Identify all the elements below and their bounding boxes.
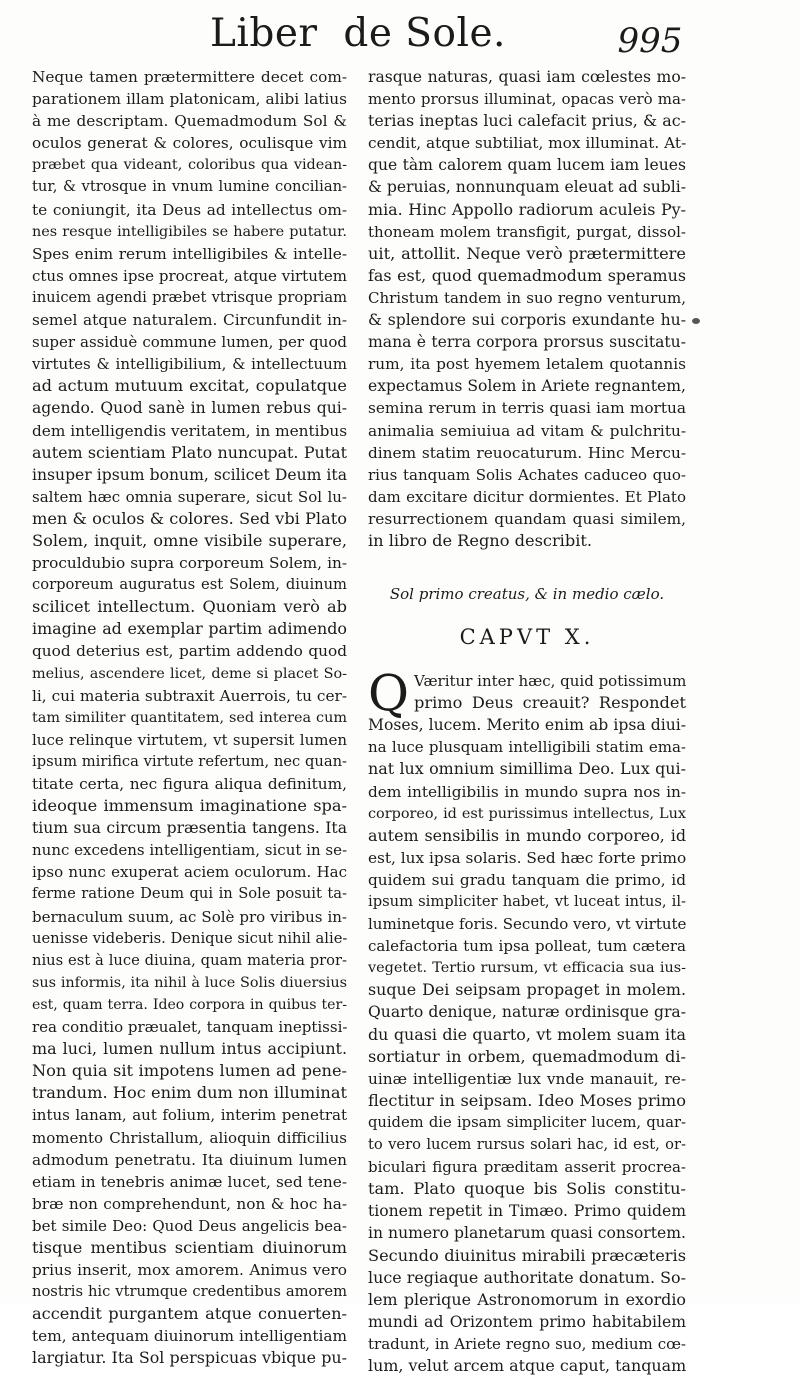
text-line: flectitur in seipsam. Ideo Moses primo bbox=[368, 1090, 686, 1110]
text-line: dinem statim reuocaturum. Hinc Mercu- bbox=[368, 443, 686, 462]
text-line: ad actum mutuum excitat, copulatque bbox=[32, 376, 347, 396]
text-line: in libro de Regno describit. bbox=[368, 530, 593, 550]
right-text-column bbox=[368, 66, 686, 1377]
text-line: mana è terra corpora prorsus suscitatu- bbox=[368, 333, 686, 352]
text-line: titate certa, nec figura aliqua definitum, bbox=[32, 775, 347, 793]
text-line: in numero planetarum quasi consortem. bbox=[368, 1224, 686, 1243]
text-line: imagine ad exemplar partim adimendo bbox=[32, 619, 347, 639]
text-line: rum, ita post hyemem letalem quotannis bbox=[368, 355, 686, 374]
text-line: nostris hic vtrumque credentibus amorem bbox=[32, 1283, 347, 1301]
text-line: & splendore sui corporis exundante hu- bbox=[368, 311, 686, 330]
text-line: saltem hæc omnia superare, sicut Sol lu- bbox=[32, 487, 347, 506]
text-line: ipsum simpliciter habet, vt luceat intus, il- bbox=[368, 893, 686, 910]
text-line: semina rerum in terris quasi iam mortua bbox=[368, 399, 686, 418]
text-line: fas est, quod quemadmodum speramus bbox=[368, 265, 686, 285]
text-line: ctus omnes ipse procreat, atque virtutem bbox=[32, 266, 347, 285]
text-line: resurrectionem quandam quasi similem, bbox=[368, 509, 686, 528]
drop-cap: Q bbox=[368, 664, 409, 723]
text-line: vegetet. Tertio rursum, vt efficacia sua ius- bbox=[368, 960, 686, 977]
text-line: corporeum auguratus est Solem, diuinum bbox=[32, 576, 347, 594]
text-line: tem, antequam diuinorum intelligentiam bbox=[32, 1327, 347, 1346]
text-line: tradunt, in Ariete regno suo, medium cœ- bbox=[368, 1334, 686, 1353]
text-line: Spes enim rerum intelligibiles & intelle- bbox=[32, 244, 347, 263]
text-line: bet simile Deo: Quod Deus angelicis bea- bbox=[32, 1216, 347, 1235]
text-line: mia. Hinc Appollo radiorum aculeis Py- bbox=[368, 199, 686, 219]
text-line: nat lux omnium simillima Deo. Lux qui- bbox=[368, 759, 686, 779]
text-line: bernaculum suum, ac Solè pro viribus in- bbox=[32, 907, 347, 926]
text-line: biculari figura præditam asserit procrea- bbox=[368, 1158, 686, 1177]
text-line: oculos generat & colores, oculisque vim bbox=[32, 134, 347, 153]
text-line: proculdubio supra corporeum Solem, in- bbox=[32, 554, 347, 573]
text-line: luce relinque virtutem, vt supersit lumen bbox=[32, 730, 347, 749]
text-line: Christum tandem in suo regno venturum, bbox=[368, 288, 686, 307]
text-line: nius est à luce diuina, quam materia pror- bbox=[32, 951, 347, 969]
text-line: cendit, atque subtiliat, mox illuminat. At- bbox=[368, 134, 686, 153]
text-line: intus lanam, aut folium, interim penetrat bbox=[32, 1106, 347, 1125]
text-line: thoneam molem transfigit, purgat, dissol- bbox=[368, 222, 686, 241]
text-line: rea conditio præualet, tanquam ineptissi- bbox=[32, 1018, 347, 1037]
text-line: dem intelligibilis in mundo supra nos in- bbox=[368, 782, 686, 801]
text-line: expectamus Solem in Ariete regnantem, bbox=[368, 377, 686, 396]
text-line: tium sua circum præsentia tangens. Ita bbox=[32, 819, 347, 838]
text-line: bræ non comprehendunt, non & hoc ha- bbox=[32, 1194, 347, 1213]
text-line: autem scientiam Plato nuncupat. Putat bbox=[32, 442, 347, 462]
text-line: lem plerique Astronomorum in exordio bbox=[368, 1289, 686, 1309]
text-line: semel atque naturalem. Circunfundit in- bbox=[32, 311, 347, 330]
text-line: to vero lucem rursus solari hac, id est, or- bbox=[368, 1136, 686, 1154]
text-line: tam similiter quantitatem, sed interea cum bbox=[32, 709, 347, 726]
text-line: uenisse videberis. Denique sicut nihil alie- bbox=[32, 929, 347, 947]
text-line: sortiatur in orbem, quemadmodum di- bbox=[368, 1046, 686, 1066]
text-line: luminetque foris. Secundo vero, vt virtute bbox=[368, 915, 686, 934]
text-line: mento prorsus illuminat, opacas verò ma- bbox=[368, 90, 686, 109]
text-line: quidem die ipsam simpliciter lucem, quar- bbox=[368, 1113, 686, 1131]
text-line: tam. Plato quoque bis Solis constitu- bbox=[368, 1179, 686, 1199]
text-line: tionem repetit in Timæo. Primo quidem bbox=[368, 1202, 686, 1221]
chapter-title: CAPVT X. bbox=[459, 625, 595, 650]
left-text-column bbox=[32, 66, 347, 1370]
text-line: etiam in tenebris animæ lucet, sed tene- bbox=[32, 1172, 347, 1191]
text-line: nes resque intelligibiles se habere putatur. bbox=[32, 223, 347, 240]
text-line: quidem sui gradu tanquam die primo, id bbox=[368, 870, 686, 889]
section-subheading: Sol primo creatus, & in medio cælo. bbox=[389, 585, 665, 604]
text-line: suque Dei seipsam propaget in molem. bbox=[368, 980, 686, 1000]
text-line: præbet qua videant, coloribus qua videan- bbox=[32, 157, 347, 174]
text-line: li, cui materia subtraxit Auerrois, tu cer- bbox=[32, 686, 347, 705]
text-line: super assiduè commune lumen, per quod bbox=[32, 333, 347, 352]
text-line: tisque mentibus scientiam diuinorum bbox=[32, 1237, 347, 1257]
text-line: corporeo, id est purissimus intellectus, Lux bbox=[368, 805, 686, 822]
text-line: Neque tamen prætermittere decet com- bbox=[32, 68, 347, 86]
text-line: Solem, inquit, omne visibile superare, bbox=[32, 530, 347, 550]
text-line: parationem illam platonicam, alibi latius bbox=[32, 90, 347, 109]
running-title: Liber de Sole. bbox=[210, 11, 506, 56]
chapter-body-text bbox=[368, 664, 686, 1377]
text-line: prius inserit, mox amorem. Animus vero bbox=[32, 1261, 347, 1280]
text-line: nunc excedens intelligentiam, sicut in se- bbox=[32, 841, 347, 860]
text-line: ma luci, lumen nullum intus accipiunt. bbox=[32, 1039, 347, 1059]
margin-ink-mark bbox=[692, 318, 700, 324]
text-line: admodum penetratu. Ita diuinum lumen bbox=[32, 1150, 347, 1169]
text-line: uinæ intelligentiæ lux vnde manauit, re- bbox=[368, 1069, 686, 1088]
text-line: ipsum mirifica virtute refertum, nec quan- bbox=[32, 752, 347, 770]
text-line: ideoque immensum imaginatione spa- bbox=[32, 796, 347, 816]
text-line: Secundo diuinitus mirabili præcæteris bbox=[368, 1245, 686, 1265]
text-line: terias ineptas luci calefacit prius, & ac- bbox=[368, 111, 686, 131]
text-line: men & oculos & colores. Sed vbi Plato bbox=[32, 508, 347, 528]
text-line: uit, attollit. Neque verò prætermittere bbox=[368, 243, 686, 263]
text-line: ipso nunc exuperat aciem oculorum. Hac bbox=[32, 863, 347, 882]
page-number: 995 bbox=[617, 21, 683, 61]
text-line: Non quia sit impotens lumen ad pene- bbox=[32, 1061, 347, 1081]
text-line: est, quam terra. Ideo corpora in quibus ter- bbox=[32, 996, 347, 1013]
text-line: autem sensibilis in mundo corporeo, id bbox=[368, 825, 686, 845]
text-line: scilicet intellectum. Quoniam verò ab bbox=[32, 597, 347, 617]
text-line: dem intelligendis veritatem, in mentibus bbox=[32, 421, 347, 440]
text-line: à me descriptam. Quemadmodum Sol & bbox=[32, 112, 347, 131]
text-line: du quasi die quarto, vt molem suam ita bbox=[368, 1024, 686, 1044]
text-line: primo Deus creauit? Respondet bbox=[414, 693, 686, 713]
text-line: agendo. Quod sanè in lumen rebus qui- bbox=[32, 399, 347, 418]
text-line: quod deterius est, partim addendo quod bbox=[32, 642, 347, 661]
page-header bbox=[0, 8, 800, 60]
text-line: dam excitare dicitur dormientes. Et Plato bbox=[368, 487, 686, 506]
text-line: Quarto denique, naturæ ordinisque gra- bbox=[368, 1003, 686, 1022]
text-line: mundi ad Orizontem primo habitabilem bbox=[368, 1312, 686, 1331]
right-column-continued-text bbox=[368, 66, 686, 552]
text-line: est, lux ipsa solaris. Sed hæc forte primo bbox=[368, 848, 686, 867]
text-line: luce regiaque authoritate donatum. So- bbox=[368, 1267, 686, 1287]
text-line: & peruias, nonnunquam eleuat ad subli- bbox=[368, 178, 686, 197]
text-line: te coniungit, ita Deus ad intellectus om- bbox=[32, 200, 347, 219]
text-line: rius tanquam Solis Achates caduceo quo- bbox=[368, 465, 686, 484]
text-line: trandum. Hoc enim dum non illuminat bbox=[32, 1083, 347, 1103]
text-line: lum, velut arcem atque caput, tanquam bbox=[368, 1355, 686, 1375]
text-line: sus informis, ita nihil à luce Solis diuersius bbox=[32, 974, 347, 991]
text-line: momento Christallum, alioquin difficilius bbox=[32, 1128, 347, 1147]
text-line: rasque naturas, quasi iam cœlestes mo- bbox=[368, 68, 686, 86]
text-line: insuper ipsum bonum, scilicet Deum ita bbox=[32, 465, 347, 484]
text-line: Væritur inter hæc, quid potissimum bbox=[414, 672, 686, 691]
text-line: melius, ascendere licet, deme si placet So- bbox=[32, 665, 347, 682]
text-line: na luce plusquam intelligibili statim ema- bbox=[368, 738, 686, 757]
text-line: inuicem agendi præbet vtrisque propriam bbox=[32, 288, 347, 306]
text-line: Moses, lucem. Merito enim ab ipsa diui- bbox=[368, 716, 686, 735]
text-line: accendit purgantem atque conuerten- bbox=[32, 1304, 347, 1324]
text-line: que tàm calorem quam lucem iam leues bbox=[368, 156, 686, 175]
text-line: calefactoria tum ipsa polleat, tum cætera bbox=[368, 937, 686, 956]
text-line: largiatur. Ita Sol perspicuas vbique pu- bbox=[32, 1348, 347, 1368]
text-line: ferme ratione Deum qui in Sole posuit ta- bbox=[32, 885, 347, 903]
text-line: tur, & vtrosque in vnum lumine concilian- bbox=[32, 178, 347, 196]
text-line: animalia semiuiua ad vitam & pulchritu- bbox=[368, 421, 686, 440]
text-line: virtutes & intelligibilium, & intellectuum bbox=[32, 355, 347, 374]
